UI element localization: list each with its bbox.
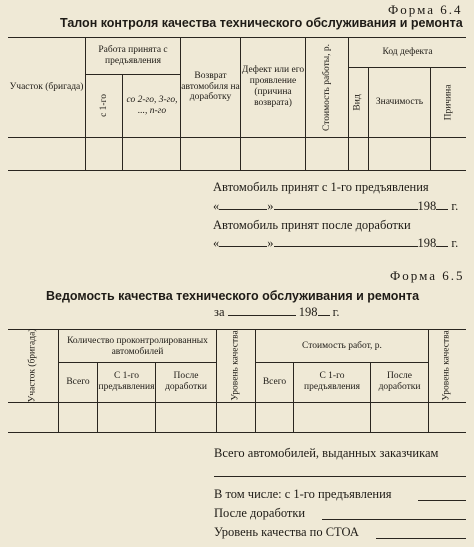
- header-uroven: Уровень качества: [230, 330, 241, 401]
- form-title-6-4: Талон контроля качества технического обслуживания и ремонта: [60, 16, 463, 30]
- accepted-first-label: Автомобиль принят с 1-го предъявления: [213, 180, 429, 194]
- form-label-6-4: Форма 6.4: [388, 2, 463, 17]
- date-line-1: « » 198 г.: [213, 199, 459, 213]
- header-rabota-prinyata: Работа принята с предъявления: [98, 45, 168, 66]
- header-posle-2: После доработки: [378, 371, 421, 392]
- header-uchastok-2: Участок (бригада): [27, 328, 38, 403]
- header-first-presentation: с 1-го: [98, 94, 109, 117]
- summary-level-line: [376, 538, 466, 539]
- summary-level-label: Уровень качества по СТОА: [214, 525, 359, 539]
- header-vozvrat: Возврат автомобиля на доработку: [181, 70, 240, 103]
- summary-first-label: В том числе: с 1-го предъявления: [214, 487, 392, 501]
- header-stoimost-2: Стоимость работ, р.: [302, 341, 382, 352]
- header-vsego-2: Всего: [262, 376, 287, 387]
- header-first-3: С 1-го предъявления: [304, 371, 360, 392]
- header-uroven-2: Уровень качества: [442, 330, 453, 401]
- summary-first-line: [418, 500, 466, 501]
- header-uchastok: Участок (бригада): [9, 81, 84, 92]
- accepted-after-label: Автомобиль принят после доработки: [213, 218, 411, 232]
- header-kod-defekta: Код дефекта: [382, 47, 433, 58]
- summary-total-line: [214, 476, 466, 477]
- header-posle: После доработки: [165, 371, 207, 392]
- header-vsego: Всего: [66, 376, 90, 387]
- header-znachimost: Значимость: [375, 96, 424, 107]
- header-defekt: Дефект или его проявление (причина возврата): [241, 65, 305, 108]
- summary-after-line: [322, 519, 466, 520]
- summary-total-label: Всего автомобилей, выданных заказчикам: [214, 446, 439, 460]
- header-prichina: Причина: [443, 84, 454, 120]
- header-kolichestvo: Количество проконтролированных автомобилей: [67, 335, 208, 357]
- summary-after-label: После доработки: [214, 506, 306, 520]
- date-line-2: « » 198 г.: [213, 236, 459, 250]
- header-vid: Вид: [353, 93, 364, 111]
- period-line: за 198 г.: [214, 305, 340, 319]
- header-first-2: С 1-го предъявления: [98, 371, 155, 392]
- header-stoimost: Стоимость работы, р.: [321, 43, 332, 131]
- form-title-6-5: Ведомость качества технического обслуживания и ремонта: [46, 289, 420, 303]
- header-second-presentation: со 2-го, 3-го, ..., n-го: [126, 95, 178, 116]
- form-label-6-5: Форма 6.5: [390, 268, 465, 283]
